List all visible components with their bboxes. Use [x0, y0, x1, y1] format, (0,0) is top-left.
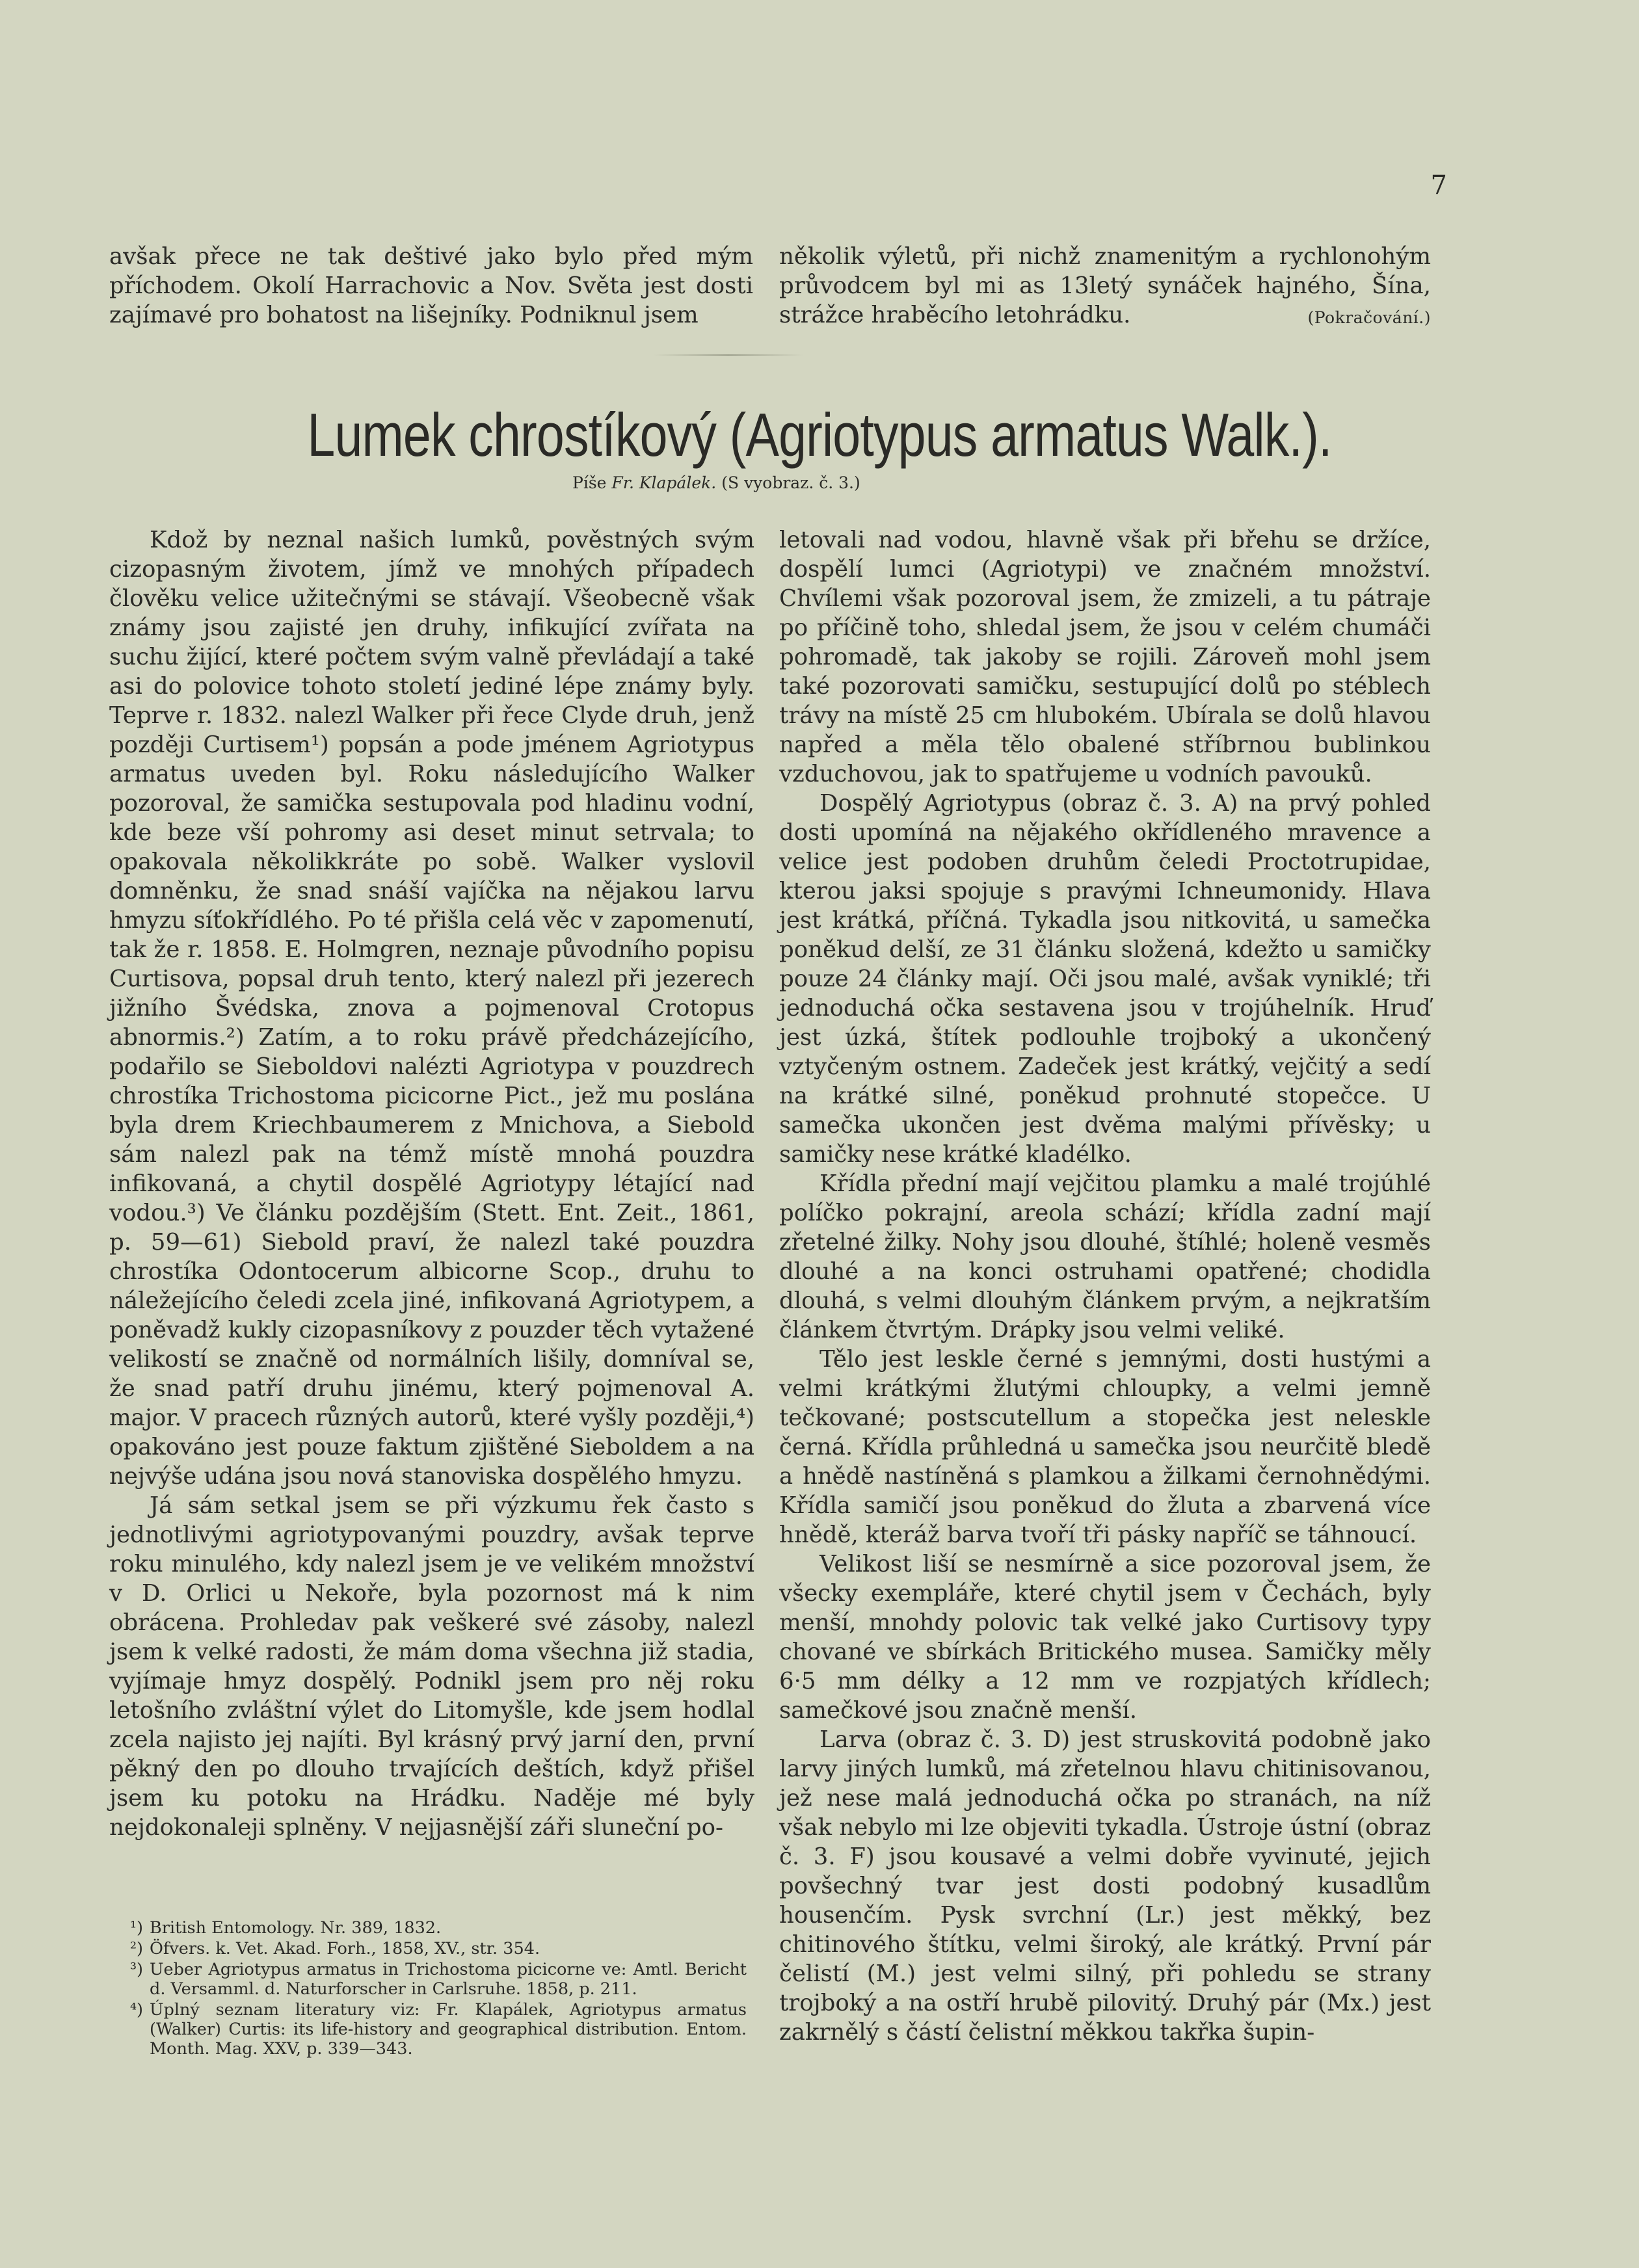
previous-article-ending-right: [779, 242, 1431, 332]
footnote-text: Öfvers. k. Vet. Akad. Forh., 1858, XV., str. 354.: [150, 1939, 540, 1958]
paragraph: Já sám setkal jsem se při výzkumu řek často s jednotlivými agriotypovanými pouzdry, avšak teprve roku minulého, kdy nalezl jsem je ve velikém množství v D. Orlici u Nekoře, byla pozornost má k nim obrácena. Prohledav pak veškeré své zásoby, nalezl jsem k velké radosti, že mám doma všechna již stadia, vyjímaje hmyz dospělý. Podnikl jsem pro něj roku letošního zvláštní výlet do Litomyšle, kde jsem hodlal zcela najisto jej najíti. Byl krásný prvý jarní den, první pěkný den po dlouho trvajících deštích, když přišel jsem ku potoku na Hrádku. Naděje mé byly nejdokonaleji splněny. V nejjasnější záři sluneční po-: [109, 1492, 754, 1841]
footnotes: [109, 1918, 747, 2060]
section-divider: [654, 354, 803, 356]
paragraph: avšak přece ne tak deštivé jako bylo před mým příchodem. Okolí Harrachovic a Nov. Světa jest dosti zajímavé pro bohatost na lišejníky. Podniknul jsem: [109, 243, 753, 328]
paragraph: Larva (obraz č. 3. D) jest struskovitá podobně jako larvy jiných lumků, má zřetelnou hlavu chitinisovanou, jež nese malá jednoduchá očka po stranách, na níž však nebylo mi lze objeviti tykadla. Ústroje ústní (obraz č. 3. F) jsou kousavé a velmi dobře vyvinuté, jejich povšechný tvar jest dosti podobný kusadlům housenčím. Pysk svrchní (Lr.) jest měkký, bez chitinového štítku, velmi široký, ale krátký. První pár čelistí (M.) jest velmi silný, při pohledu se strany trojboký a na ostří hrubě pilovitý. Druhý pár (Mx.) jest zakrnělý s částí čelistní měkkou takřka šupin-: [779, 1726, 1431, 2046]
article-title: Lumek chrostíkový (Agriotypus armatus Walk.).: [307, 401, 1332, 469]
paragraph: Velikost liší se nesmírně a sice pozoroval jsem, že všecky exempláře, které chytil jsem v Čechách, byly menší, mnohdy polovic tak velké jako Curtisovy typy chované ve sbírkách Britického musea. Samičky měly 6·5 mm délky a 12 mm ve rozpjatých křídlech; samečkové jsou značně menší.: [779, 1551, 1431, 1724]
footnote-mark: ³): [129, 1960, 143, 1979]
paragraph: Tělo jest leskle černé s jemnými, dosti hustými a velmi krátkými žlutými chloupky, a velmi jemně tečkované; postscutellum a stopečka jest neleskle černá. Křídla průhledná u samečka jsou neurčitě bledě a hnědě nastíněná s plamkou a žilkami černohnědými. Křídla samičí jsou poněkud do žluta a zbarvená více hnědě, kteráž barva tvoří tři pásky napříč se táhnoucí.: [779, 1346, 1431, 1548]
left-column: [109, 525, 754, 1842]
byline: [572, 473, 1028, 492]
footnote: [109, 1960, 747, 1999]
continuation-note: (Pokračování.): [1307, 308, 1431, 327]
right-column: [779, 525, 1431, 2047]
page-number: 7: [1430, 170, 1447, 200]
byline-author: Fr. Klapálek.: [611, 473, 717, 492]
footnote: [109, 1939, 747, 1958]
footnote-text: Ueber Agriotypus armatus in Trichostoma picicorne ve: Amtl. Bericht d. Versamml. d. Naturforscher in Carlsruhe. 1858, p. 211.: [150, 1960, 747, 1999]
footnote: [109, 2000, 747, 2059]
paragraph: letovali nad vodou, hlavně však při břehu se držíce, dospělí lumci (Agriotypi) ve značném množství. Chvílemi však pozoroval jsem, že zmizeli, a tu pátraje po příčině toho, shledal jsem, že jsou v celém chumáči pohromadě, tak jakoby se rojili. Zároveň mohl jsem také pozorovati samičku, sestupující dolů po stéblech trávy na místě 25 cm hlubokém. Ubírala se dolů hlavou napřed a měla tělo obalené stříbrnou bublinkou vzduchovou, jak to spatřujeme u vodních pavouků.: [779, 527, 1431, 787]
footnote-mark: ¹): [129, 1918, 143, 1938]
byline-note: (S vyobraz. č. 3.): [721, 473, 860, 492]
paragraph: Křídla přední mají vejčitou plamku a malé trojúhlé políčko pokrajní, areola schází; křídla zadní mají zřetelné žilky. Nohy jsou dlouhé, štíhlé; holeně vesměs dlouhé a na konci ostruhami opatřené; chodidla dlouhá, s velmi dlouhým článkem prvým, a nejkratším článkem čtvrtým. Drápky jsou velmi veliké.: [779, 1170, 1431, 1343]
footnote-mark: ⁴): [129, 2000, 143, 2020]
paragraph: Kdož by neznal našich lumků, pověstných svým cizopasným životem, jímž ve mnohých případech člověku velice užitečnými se stávají. Všeobecně však známy jsou zajisté jen druhy, infikující zvířata na suchu žijící, které počtem svým valně převládají a také asi do polovice tohoto století jediné lépe známy byly. Teprve r. 1832. nalezl Walker při řece Clyde druh, jenž později Curtisem¹) popsán a pode jménem Agriotypus armatus uveden byl. Roku následujícího Walker pozoroval, že samička sestupovala pod hladinu vodní, kde beze vší pohromy asi deset minut setrvala; to opakovala několikkráte po sobě. Walker vyslovil domněnku, že snad snáší vajíčka na nějakou larvu hmyzu síťokřídlého. Po té přišla celá věc v zapomenutí, tak že r. 1858. E. Holmgren, neznaje původního popisu Curtisova, popsal druh tento, který nalezl při jezerech jižního Švédska, znova a pojmenoval Crotopus abnormis.²) Zatím, a to roku právě předcházejícího, podařilo se Sieboldovi nalézti Agriotypa v pouzdrech chrostíka Trichostoma picicorne Pict., jež mu poslána byla drem Kriechbaumerem z Mnichova, a Siebold sám nalezl pak na témž místě mnohá pouzdra infikovaná, a chytil dospělé Agriotypy létající nad vodou.³) Ve článku pozdějším (Stett. Ent. Zeit., 1861, p. 59—61) Siebold praví, že nalezl také pouzdra chrostíka Odontocerum albicorne Scop., druhu to náležejícího čeledi zcela jiné, infikovaná Agriotypem, a poněvadž kukly cizopasníkovy z pouzder těch vytažené velikostí se značně od normálních lišily, domníval se, že snad patří druhu jinému, který pojmenoval A. major. V pracech různých autorů, které vyšly později,⁴) opakováno jest pouze faktum zjištěné Sieboldem a na nejvýše udána jsou nová stanoviska dospělého hmyzu.: [109, 527, 754, 1490]
footnote-text: British Entomology. Nr. 389, 1832.: [150, 1918, 442, 1938]
footnote-text: Úplný seznam literatury viz: Fr. Klapálek, Agriotypus armatus (Walker) Curtis: its life-history and geographical distribution. Entom. Month. Mag. XXV, p. 339—343.: [150, 2000, 747, 2059]
paragraph: [779, 242, 1431, 330]
paragraph-text: několik výletů, při nichž znamenitým a rychlonohým průvodcem byl mi as 13letý synáček hajného, Šína, strážce hraběcího letohrádku.: [779, 243, 1431, 328]
footnote-mark: ²): [129, 1939, 143, 1958]
previous-article-ending-left: [109, 242, 753, 330]
footnote: [109, 1918, 747, 1938]
paragraph: Dospělý Agriotypus (obraz č. 3. A) na prvý pohled dosti upomíná na nějakého okřídleného mravence a velice jest podoben druhům čeledi Proctotrupidae, kterou jaksi spojuje s pravými Ichneumonidy. Hlava jest krátká, příčná. Tykadla jsou nitkovitá, u samečka poněkud delší, ze 31 článku složená, kdežto u samičky pouze 24 články mají. Oči jsou malé, avšak vyniklé; tři jednoduchá očka sestavena jsou v trojúhelník. Hruď jest úzká, štítek podlouhle trojboký a ukončený vztyčeným ostnem. Zadeček jest krátký, vejčitý a sedí na krátké silné, poněkud prohnuté stopečce. U samečka ukončen jest dvěma malými přívěsky; u samičky nese krátké kladélko.: [779, 790, 1431, 1168]
byline-prefix: Píše: [572, 473, 607, 492]
